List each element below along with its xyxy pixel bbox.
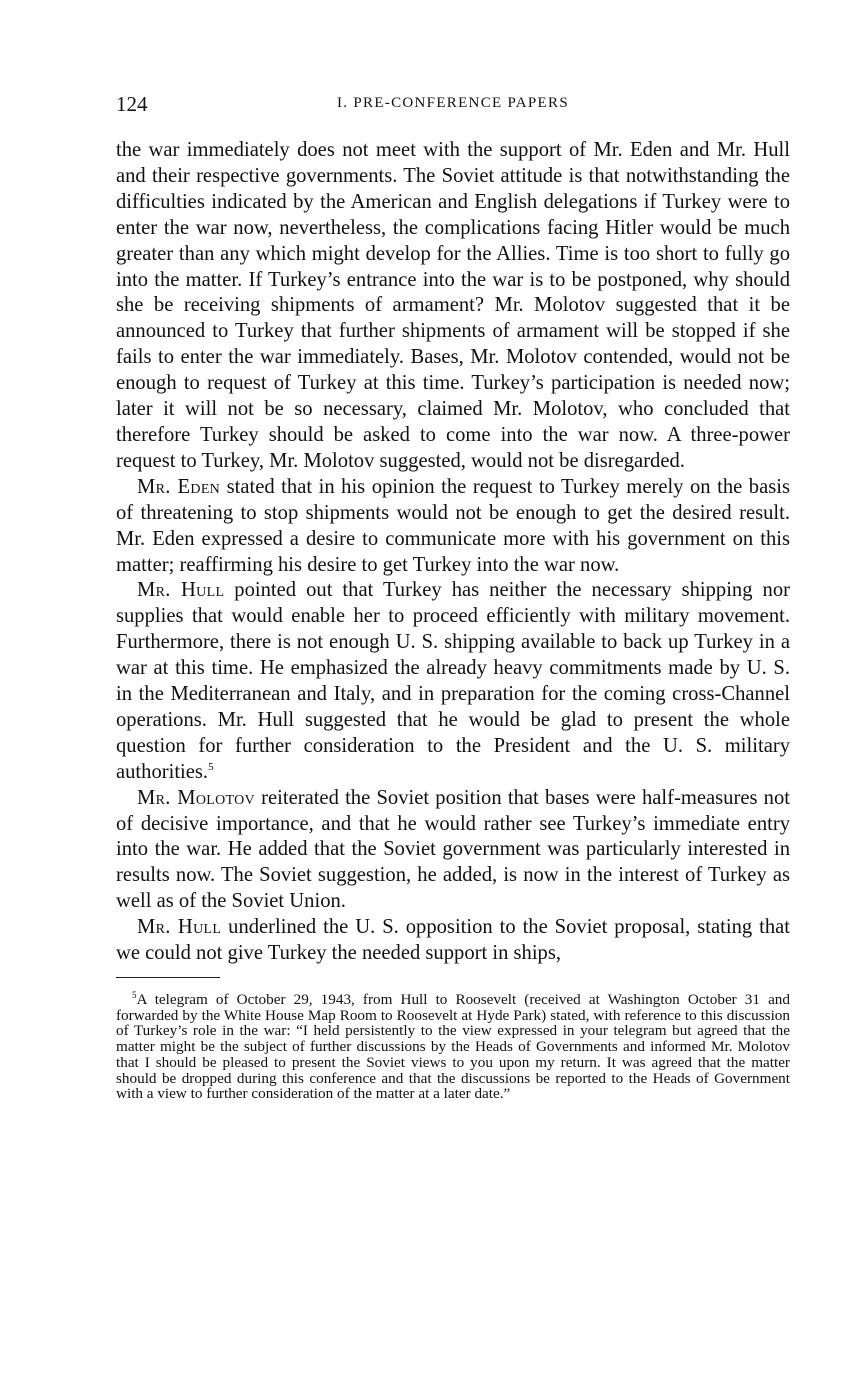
speaker-name: Mr. Molotov — [137, 786, 255, 809]
page-number: 124 — [116, 92, 148, 116]
document-page — [116, 92, 790, 1102]
body-text — [116, 138, 790, 967]
paragraph-text: the war immediately does not meet with the support of Mr. Eden and Mr. Hull and their respective governments. The Soviet attitude is that notwithstanding the difficulties indicated by the American and English delegations if Turkey were to enter the war now, nevertheless, the complications facing Hitler would be much greater than any which might develop for the Allies. Time is too short to fully go into the matter. If Turkey’s entrance into the war is to be postponed, why should she be receiving shipments of armament? Mr. Molotov suggested that it be announced to Turkey that further shipments of armament will be stopped if she fails to enter the war immediately. Bases, Mr. Molotov contended, would not be enough to request of Turkey at this time. Turkey’s participation is needed now; later it will not be so necessary, claimed Mr. Molotov, who concluded that therefore Turkey should be asked to come into the war now. A three-power request to Turkey, Mr. Molotov suggested, would not be disregarded. — [116, 139, 790, 472]
paragraph-3 — [116, 578, 790, 785]
paragraph-4 — [116, 786, 790, 916]
paragraph-text: reiterated the Soviet position that bases were half-measures not of decisive importance, and that he would rather see Turkey’s immediate entry into the war. He added that the Soviet government was particularly interested in results now. The Soviet suggestion, he added, is now in the interest of Turkey as well as of the Soviet Union. — [116, 786, 790, 913]
speaker-name: Mr. Hull — [137, 916, 222, 939]
paragraph-5 — [116, 915, 790, 967]
footnote-reference[interactable]: 5 — [208, 760, 214, 773]
speaker-name: Mr. Hull — [137, 579, 225, 602]
paragraph-text: stated that in his opinion the request to Turkey merely on the basis of threatening to stop shipments would not be enough to get the desired result. Mr. Eden expressed a desire to communicate more with his government on this matter; reaffirming his desire to get Turkey into the war now. — [116, 475, 790, 576]
running-head: I. PRE-CONFERENCE PAPERS — [337, 95, 569, 111]
footnote-marker: 5 — [132, 990, 137, 1000]
page-header — [116, 92, 790, 122]
footnote-text: A telegram of October 29, 1943, from Hull to Roosevelt (received at Washington October 31 and forwarded by the White House Map Room to Roosevelt at Hyde Park) stated, with reference to this discussion of Turkey’s role in the war: “I held persistently to the view expressed in your telegram but agreed that the matter might be the subject of further discussions by the Heads of Governments and informed Mr. Molotov that I should be pleased to present the Soviet views to you upon my return. It was agreed that the matter should be dropped during this conference and that the discussions be reported to the Heads of Government with a view to further consideration of the matter at a later date.” — [116, 991, 790, 1103]
paragraph-text: pointed out that Turkey has neither the necessary shipping nor supplies that would enable her to proceed efficiently with military movement. Furthermore, there is not enough U. S. shipping available to back up Turkey in a war at this time. He emphasized the already heavy commitments made by U. S. in the Mediterranean and Italy, and in preparation for the coming cross-Channel operations. Mr. Hull suggested that he would be glad to present the whole question for further consideration to the President and the U. S. military authorities. — [116, 579, 790, 783]
footnote — [116, 992, 790, 1102]
footnote-divider — [116, 977, 220, 978]
speaker-name: Mr. Eden — [137, 475, 221, 498]
paragraph-1 — [116, 138, 790, 475]
paragraph-2 — [116, 475, 790, 579]
paragraph-text: underlined the U. S. opposition to the Soviet proposal, stating that we could not give Turkey the needed support in ships, — [116, 916, 790, 965]
